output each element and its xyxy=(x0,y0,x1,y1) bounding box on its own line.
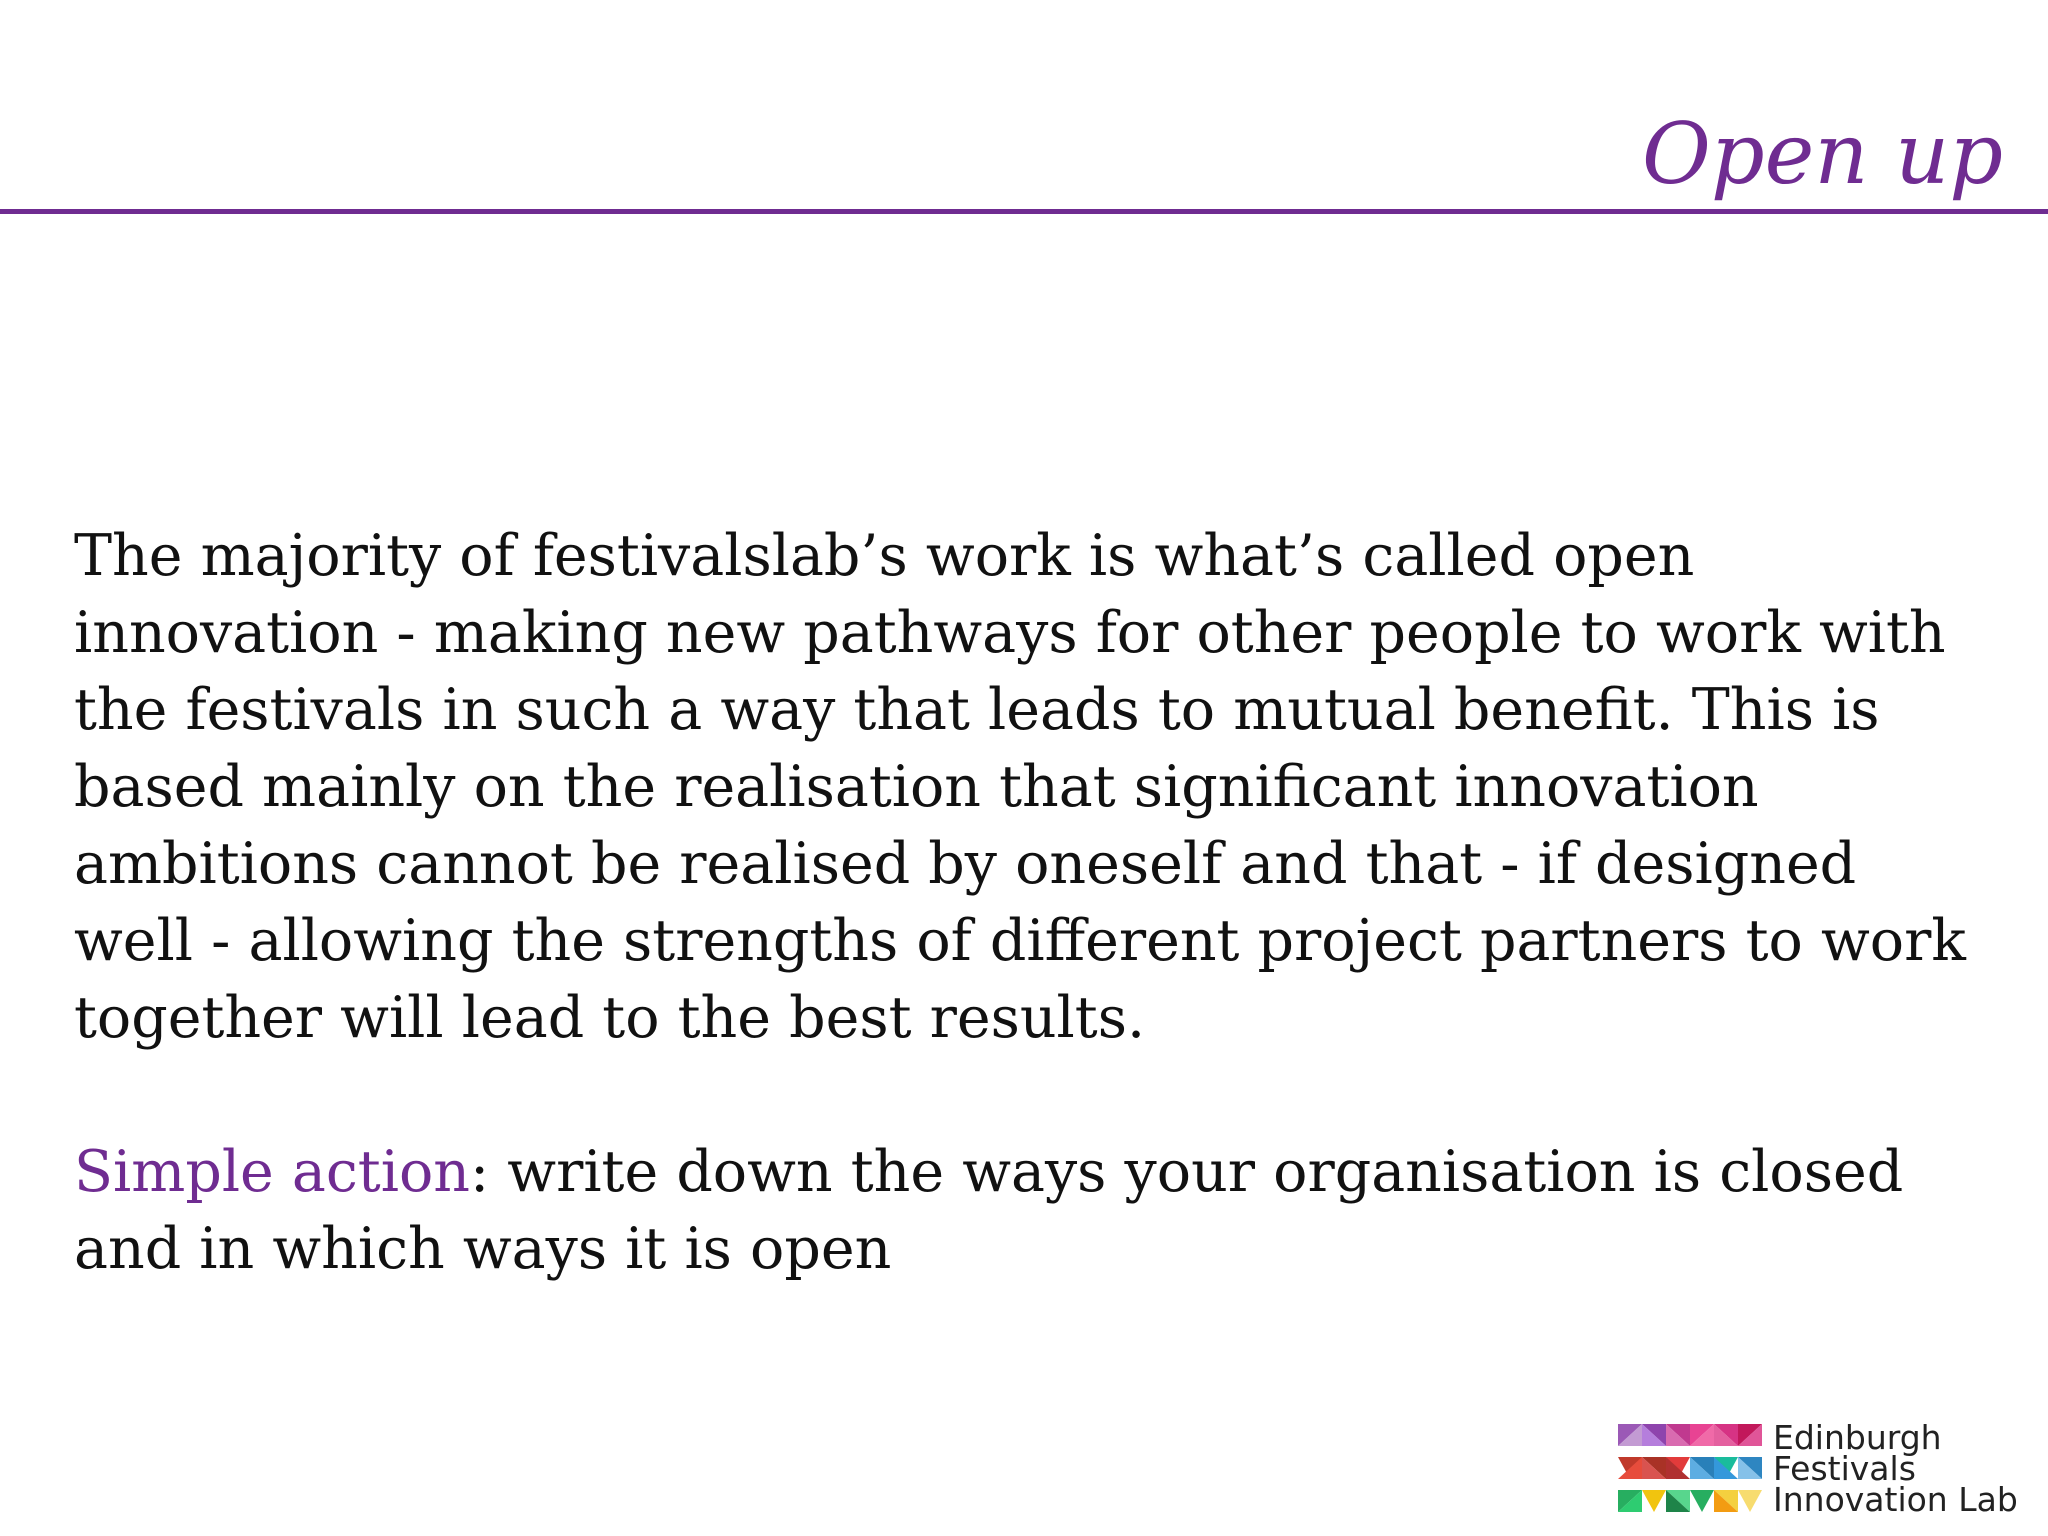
simple-action-paragraph xyxy=(74,1134,1974,1288)
simple-action-text: : write down the ways your organisation is closed and in which ways it is open xyxy=(74,1139,1904,1282)
logo-line-festivals: Festivals xyxy=(1773,1449,1916,1488)
body-paragraph: The majority of festivalslab’s work is what’s called open innovation - making new pathways for other people to work with the festivals in such a way that leads to mutual benefit. This is based mainly on the realisation that significant innovation ambitions cannot be realised by oneself and that - if designed well - allowing the strengths of different project partners to work together will lead to the best results. xyxy=(74,523,1966,1051)
slide-title: Open up xyxy=(1641,105,2003,203)
logo-line-edinburgh: Edinburgh xyxy=(1773,1418,1942,1457)
edinburgh-festivals-innovation-lab-logo xyxy=(1618,1418,2028,1519)
logo-wordmark xyxy=(1773,1418,2018,1519)
slide-content xyxy=(74,518,1974,1288)
logo-line-innovation-lab: Innovation Lab xyxy=(1773,1480,2018,1519)
logo-triangle-grid-icon xyxy=(1618,1424,1762,1512)
title-divider xyxy=(0,209,2048,214)
simple-action-label: Simple action xyxy=(74,1139,470,1205)
paragraph-spacer xyxy=(74,1057,1974,1134)
